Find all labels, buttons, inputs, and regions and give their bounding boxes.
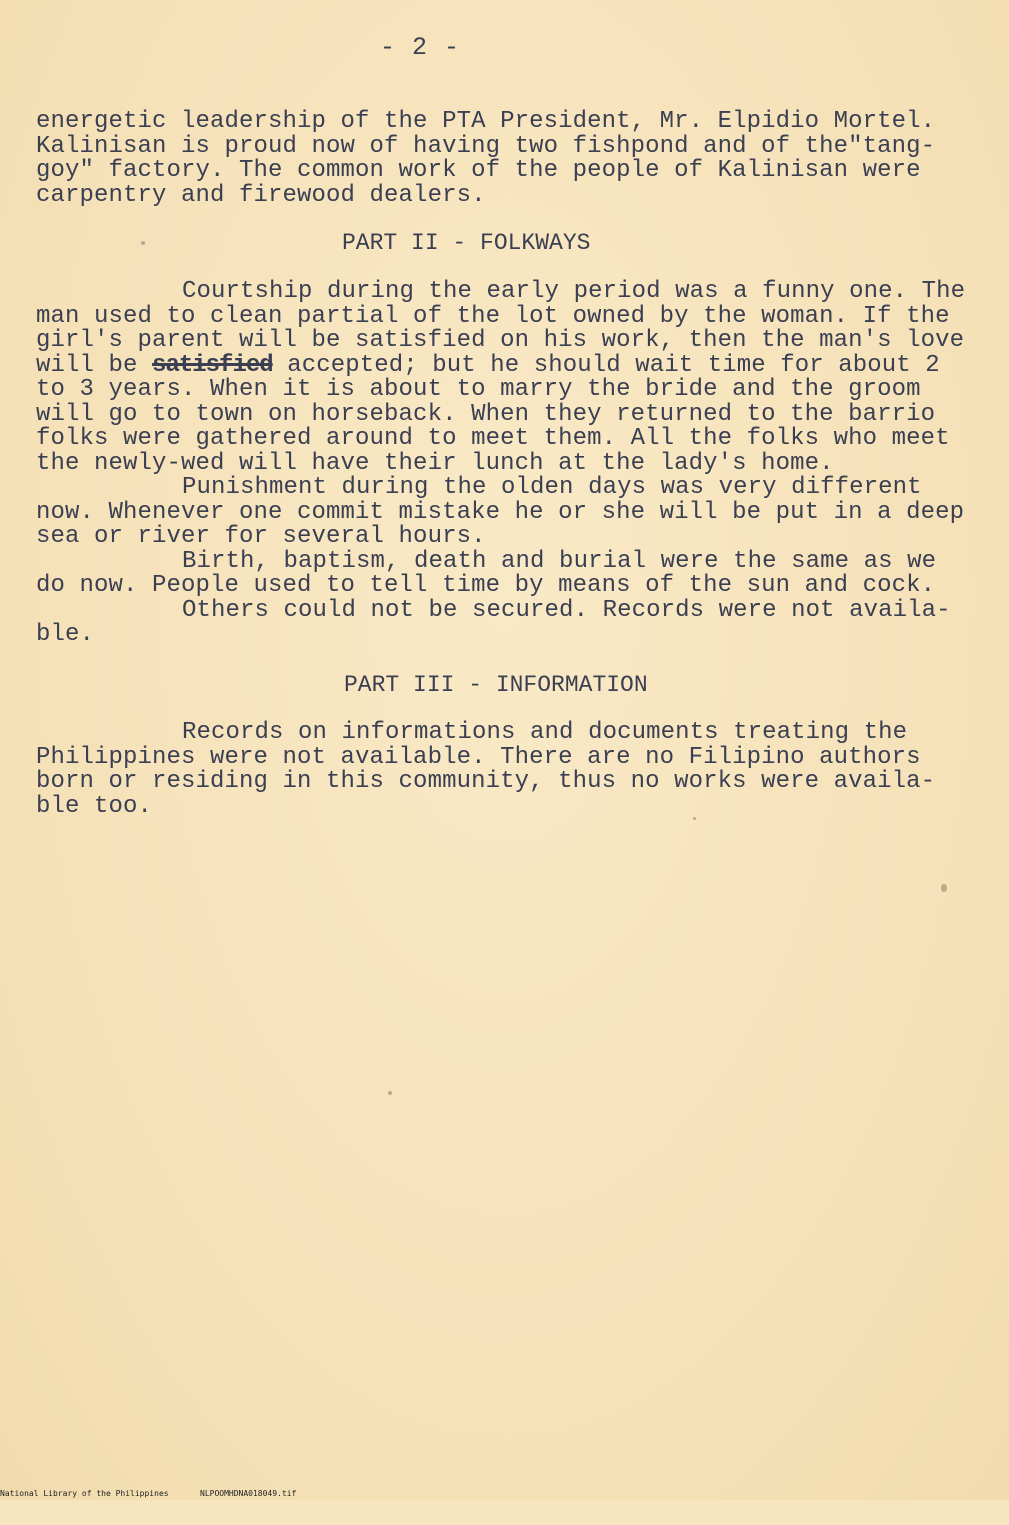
paper-speck [941, 884, 947, 892]
text-line: born or residing in this community, thus no works were availa- [36, 768, 936, 795]
text-line: ble. [36, 621, 95, 648]
page-number: - 2 - [379, 33, 460, 62]
text-line: sea or river for several hours. [36, 523, 486, 550]
text-line: goy" factory. The common work of the people of Kalinisan were [36, 157, 921, 184]
text-line: folks were gathered around to meet them. All the folks who meet [36, 425, 950, 452]
intro-paragraph [36, 110, 976, 208]
text-line: to 3 years. When it is about to marry the bride and the groom [36, 376, 921, 403]
text-line: will go to town on horseback. When they returned to the barrio [36, 400, 936, 428]
text-line: Records on informations and documents treating the [182, 719, 908, 746]
part-2-body [36, 280, 976, 648]
text-line: Kalinisan is proud now of having two fishpond and of the"tang- [36, 132, 936, 160]
text-line: do now. People used to tell time by means of the sun and cock. [36, 572, 936, 599]
footer-file: NLPOOMHDNA018049.tif [200, 1489, 297, 1498]
text-line: carpentry and firewood dealers. [36, 181, 486, 209]
text-line: Birth, baptism, death and burial were the same as we [182, 547, 937, 575]
text-line: ble too. [36, 792, 153, 820]
scan-footer [0, 1489, 1009, 1500]
part-3-heading: PART III - INFORMATION [344, 672, 648, 698]
struck-out-word: satisfied [152, 351, 273, 379]
text-line: Courtship during the early period was a funny one. The [182, 278, 966, 305]
text-line: man used to clean partial of the lot owned by the woman. If the [36, 302, 950, 330]
text-line: Punishment during the olden days was very different [182, 474, 922, 501]
text-line: the newly-wed will have their lunch at the lady's home. [36, 449, 834, 477]
footer-source: National Library of the Philippines [0, 1489, 169, 1498]
text-fragment: accepted; but he should wait time for about 2 [287, 351, 940, 379]
part-3-body [36, 721, 976, 819]
paper-speck [141, 241, 145, 245]
text-line: Philippines were not available. There are no Filipino authors [36, 743, 921, 771]
text-line: energetic leadership of the PTA President, Mr. Elpidio Mortel. [36, 108, 936, 135]
text-line: now. Whenever one commit mistake he or she will be put in a deep [36, 498, 965, 526]
part-2-heading: PART II - FOLKWAYS [342, 230, 591, 256]
text-line-with-strikeout [36, 351, 976, 379]
text-line: Others could not be secured. Records were not availa- [182, 596, 951, 624]
text-fragment: will be [36, 351, 138, 379]
paper-speck [388, 1091, 392, 1095]
text-line: girl's parent will be satisfied on his work, then the man's love [36, 327, 965, 354]
paper-speck [693, 817, 696, 820]
